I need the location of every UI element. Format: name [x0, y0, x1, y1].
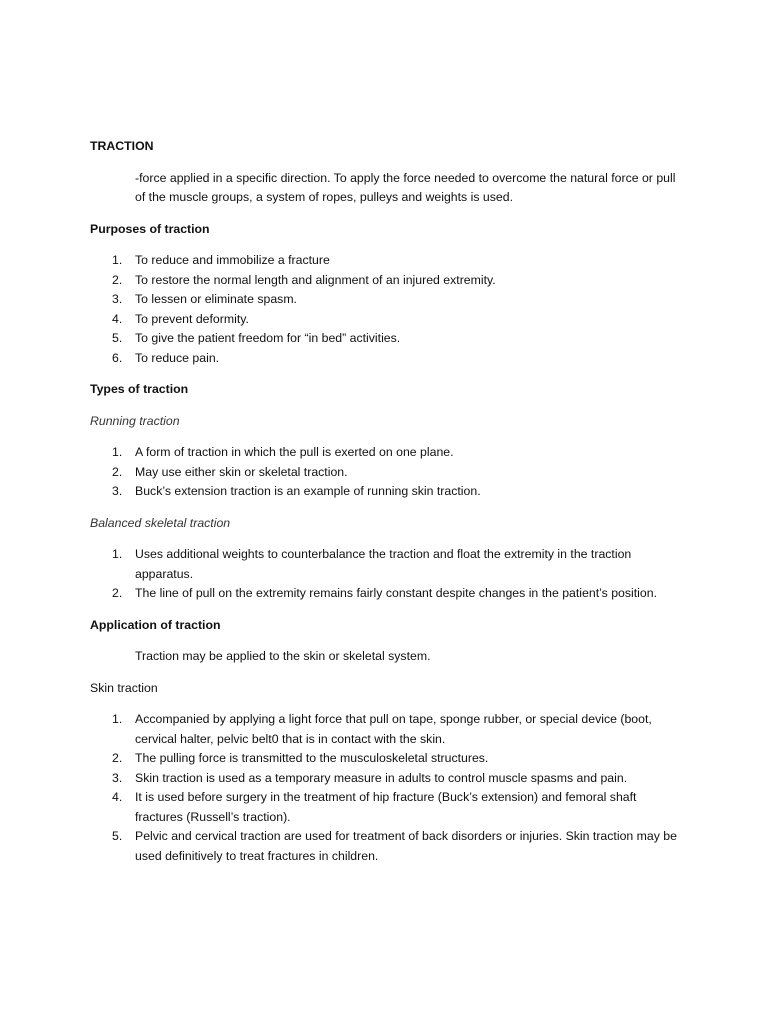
list-number: 5. — [112, 829, 123, 843]
list-item — [90, 482, 680, 502]
list-item — [90, 349, 680, 369]
application-heading: Application of traction — [90, 617, 221, 632]
list-item — [90, 290, 680, 310]
list-number: 2. — [112, 586, 123, 600]
list-text: Skin traction is used as a temporary measure in adults to control muscle spasms and pain. — [135, 770, 628, 785]
list-number: 6. — [112, 350, 123, 365]
list-number: 1. — [112, 712, 123, 726]
list-number: 4. — [112, 790, 123, 804]
list-item — [90, 545, 680, 584]
list-number: 4. — [112, 311, 123, 326]
list-text: The pulling force is transmitted to the musculoskeletal structures. — [135, 751, 489, 765]
list-text: To give the patient freedom for “in bed” activities. — [135, 331, 401, 345]
list-item — [90, 710, 680, 749]
list-text: To lessen or eliminate spasm. — [135, 292, 297, 306]
list-text: Uses additional weights to counterbalance the traction and float the extremity in the traction apparatus. — [135, 547, 632, 581]
list-item — [90, 463, 680, 483]
list-item — [90, 310, 680, 330]
list-item — [90, 769, 680, 789]
types-heading: Types of traction — [90, 382, 189, 396]
list-text: Accompanied by applying a light force that pull on tape, sponge rubber, or special device (boot, cervical halter, pelvic belt0 that is in contact with the skin. — [135, 712, 652, 746]
definition-paragraph: -force applied in a specific direction. To apply the force needed to overcome the natural force or pull of the muscle groups, a system of ropes, pulleys and weights is used. — [135, 170, 676, 204]
running-traction-list — [90, 443, 680, 502]
list-number: 2. — [112, 272, 123, 287]
list-item — [90, 329, 680, 349]
list-number: 2. — [112, 751, 123, 765]
balanced-traction-list — [90, 545, 680, 604]
list-number: 1. — [112, 547, 123, 561]
list-text: Buck’s extension traction is an example of running skin traction. — [135, 484, 481, 498]
skin-traction-list — [90, 710, 680, 866]
application-paragraph: Traction may be applied to the skin or skeletal system. — [135, 649, 431, 663]
list-item — [90, 443, 680, 463]
balanced-traction-heading: Balanced skeletal traction — [90, 515, 231, 530]
list-number: 3. — [112, 484, 123, 498]
list-item — [90, 271, 680, 291]
list-text: Pelvic and cervical traction are used for treatment of back disorders or injuries. Skin traction may be used definitively to treat fractures in children. — [135, 829, 677, 863]
list-number: 1. — [112, 445, 123, 459]
list-number: 3. — [112, 292, 123, 306]
list-text: It is used before surgery in the treatment of hip fracture (Buck’s extension) and femoral shaft fractures (Russell’s traction). — [135, 790, 637, 824]
list-text: To reduce and immobilize a fracture — [135, 253, 330, 267]
list-item — [90, 584, 680, 604]
list-number: 1. — [112, 253, 123, 267]
list-item — [90, 251, 680, 271]
skin-traction-heading: Skin traction — [90, 680, 158, 695]
list-text: May use either skin or skeletal traction. — [135, 464, 348, 479]
purposes-list — [90, 251, 680, 368]
list-text: To prevent deformity. — [135, 311, 249, 326]
list-text: A form of traction in which the pull is exerted on one plane. — [135, 445, 454, 459]
running-traction-heading: Running traction — [90, 413, 180, 428]
list-number: 5. — [112, 331, 123, 345]
list-number: 3. — [112, 770, 123, 785]
document-title: TRACTION — [90, 139, 154, 153]
list-number: 2. — [112, 464, 123, 479]
list-text: The line of pull on the extremity remains fairly constant despite changes in the patient’s position. — [135, 586, 657, 600]
list-text: To reduce pain. — [135, 350, 220, 365]
list-item — [90, 788, 680, 827]
list-item — [90, 827, 680, 866]
list-text: To restore the normal length and alignment of an injured extremity. — [135, 272, 496, 287]
list-item — [90, 749, 680, 769]
purposes-heading: Purposes of traction — [90, 221, 210, 236]
